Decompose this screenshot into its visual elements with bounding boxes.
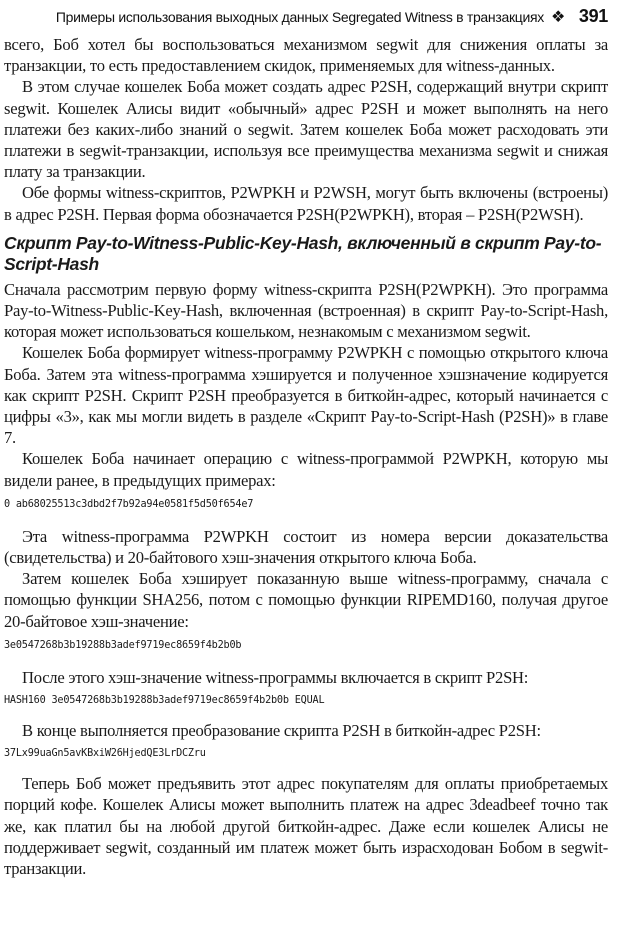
page-number: 391 (578, 6, 608, 26)
paragraph-hashing: Затем кошелек Боба хэширует показанную выше witness-программу, сначала с помощью функции SHA256, потом с помощью функции RIPEMD160, получая другое 20-байтовое хэш-значение: (4, 569, 608, 631)
paragraph-witness-forms: Обе формы witness-скриптов, P2WPKH и P2WSH, могут быть включены (встроены) в адрес P2SH. Первая форма обозначается P2SH(P2WPKH), вторая – P2SH(P2WSH). (4, 183, 608, 224)
paragraph-p2sh-wallet: В этом случае кошелек Боба может создать адрес P2SH, содержащий внутри скрипт segwit. Кошелек Алисы видит «обычный» адрес P2SH и может выполнять на него платежи без каких-либо знаний о segwit. Затем кошелек Боба может расходовать эти платежи в segwit-транзакции, используя все преимущества механизма segwit и снижая плату за транзакции. (4, 77, 608, 182)
paragraph-intro-p2sh-p2wpkh: Сначала рассмотрим первую форму witness-скрипта P2SH(P2WPKH). Это программа Pay-to-Witness-Public-Key-Hash, включенная (встроенная) в скрипт Pay-to-Script-Hash, которая может использоваться кошельком, незнакомым с механизмом segwit. (4, 279, 608, 342)
running-header (0, 6, 620, 30)
running-header-title: Примеры использования выходных данных Segregated Witness в транзакциях (55, 9, 544, 25)
paragraph-program-composition: Эта witness-программа P2WPKH состоит из номера версии доказательства (свидетельства) и 20-байтового хэш-значения открытого ключа Боба. (4, 526, 608, 568)
diamond-separator-icon: ❖ (550, 9, 565, 26)
code-hash-value: 3e0547268b3b19288b3adef9719ec8659f4b2b0b (4, 639, 242, 651)
code-witness-program: 0 ab68025513c3dbd2f7b92a94e0581f5d50f654e7 (4, 498, 254, 510)
paragraph-continuation: всего, Боб хотел бы воспользоваться механизмом segwit для снижения оплаты за транзакции, то есть предоставлением скидок, применяемых для witness-данных. (4, 35, 608, 76)
paragraph-wallet-forms-program: Кошелек Боба формирует witness-программу P2WPKH с помощью открытого ключа Боба. Затем эта witness-программа хэшируется и полученное хэшзначение кодируется как скрипт P2SH. Скрипт P2SH преобразуется в биткойн-адрес, который начинается с цифры «3», как мы могли видеть в разделе «Скрипт Pay-to-Script-Hash (P2SH)» в главе 7. (4, 343, 608, 448)
paragraph-include-in-script: После этого хэш-значение witness-программы включается в скрипт P2SH: (22, 667, 529, 687)
code-p2sh-address: 37Lx99uaGn5avKBxiW26HjedQE3LrDCZru (4, 748, 206, 760)
paragraph-conclusion: Теперь Боб может предъявить этот адрес покупателям для оплаты приобретаемых порций кофе. Кошелек Алисы может выполнить платеж на адрес 3deadbeef точно так же, как платил бы на любой другой биткойн-адрес. Даже если кошелек Алисы не поддерживает segwit, созданный им платеж может быть израсходован Бобом в segwit-транзакции. (4, 774, 608, 879)
paragraph-convert-address: В конце выполняется преобразование скрипта P2SH в биткойн-адрес P2SH: (22, 721, 541, 741)
page-body (4, 34, 608, 879)
paragraph-wallet-starts: Кошелек Боба начинает операцию с witness-программой P2WPKH, которую мы видели ранее, в предыдущих примерах: (4, 449, 608, 490)
section-heading: Скрипт Pay-to-Witness-Public-Key-Hash, включенный в скрипт Pay-to-Script-Hash (4, 232, 602, 274)
code-p2sh-script: HASH160 3e0547268b3b19288b3adef9719ec8659f4b2b0b EQUAL (4, 695, 325, 707)
